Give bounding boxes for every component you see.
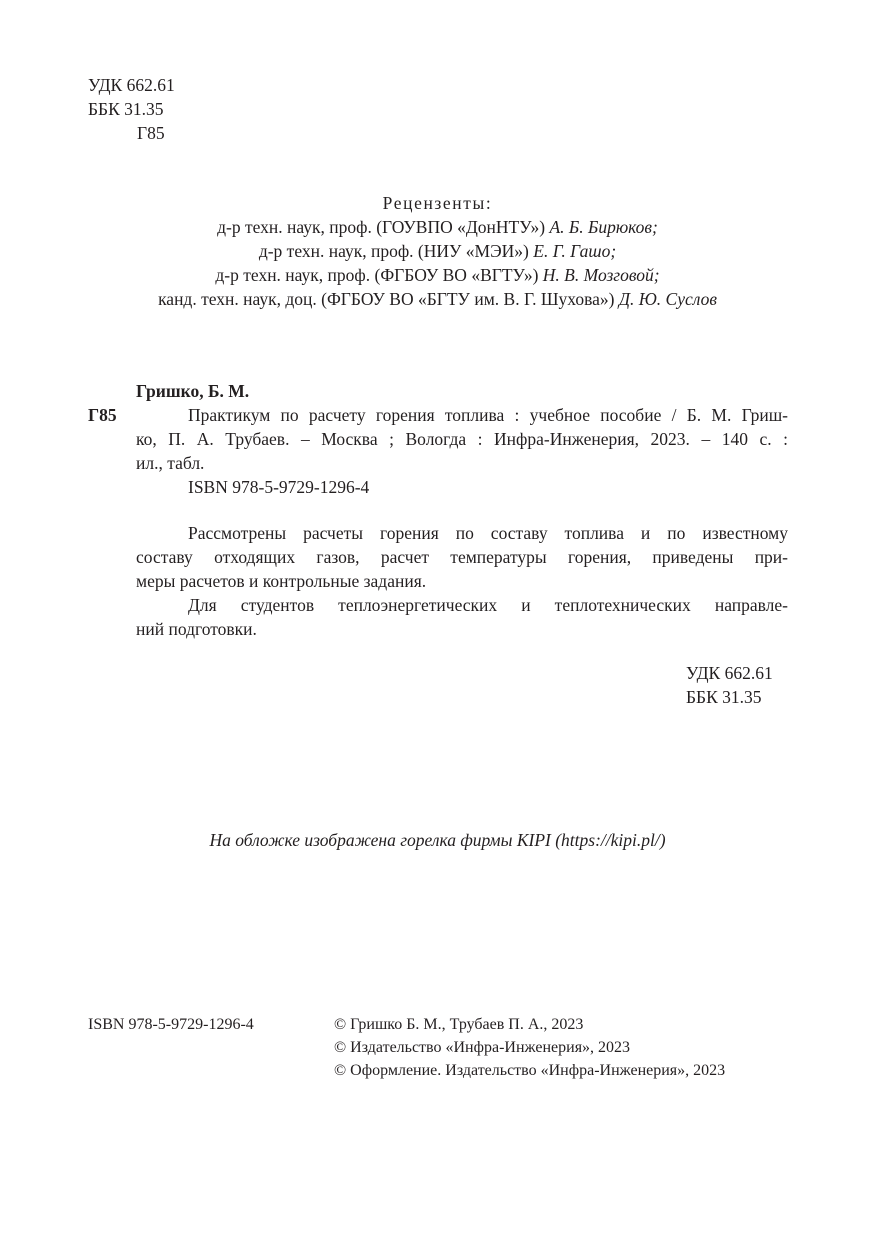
imprint-isbn: ISBN 978-5-9729-1296-4 (88, 1016, 254, 1033)
udk-code: УДК 662.61 (88, 75, 175, 95)
reviewer-line (100, 239, 775, 263)
annotation (136, 521, 788, 641)
reviewer-position: канд. техн. наук, доц. (ФГБОУ ВО «БГТУ им. В. Г. Шухова») (158, 289, 615, 309)
reviewer-position: д-р техн. наук, проф. (ФГБОУ ВО «ВГТУ») (215, 265, 539, 285)
reviewer-line (100, 215, 775, 239)
reviewers-block (100, 191, 775, 311)
reviewers-title: Рецензенты: (382, 193, 493, 213)
biblio-line: ил., табл. (136, 453, 205, 473)
udk-code-bottom: УДК 662.61 (686, 663, 773, 683)
bbk-code: ББК 31.35 (88, 99, 164, 119)
annotation-line: Для студентов теплоэнергетических и теплотехнических направле- (188, 595, 788, 615)
reviewer-name: Д. Ю. Суслов (618, 289, 717, 309)
biblio-line: Практикум по расчету горения топлива : учебное пособие / Б. М. Гриш- (188, 405, 788, 425)
reviewer-position: д-р техн. наук, проф. (ГОУВПО «ДонНТУ») (217, 217, 546, 237)
reviewer-name: А. Б. Бирюков; (549, 217, 658, 237)
copyright-line: © Гришко Б. М., Трубаев П. А., 2023 (334, 1016, 584, 1033)
annotation-line: составу отходящих газов, расчет температуры горения, приведены при- (136, 547, 788, 567)
bbk-code-bottom: ББК 31.35 (686, 687, 762, 707)
cutter-sign: Г85 (88, 405, 117, 425)
copyright-line: © Издательство «Инфра-Инженерия», 2023 (334, 1039, 631, 1056)
copyright-block (334, 1013, 725, 1082)
annotation-line: меры расчетов и контрольные задания. (136, 571, 427, 591)
reviewer-name: Н. В. Мозговой; (542, 265, 660, 285)
reviewer-position: д-р техн. наук, проф. (НИУ «МЭИ») (258, 241, 529, 261)
bibliographic-description (136, 403, 788, 499)
copyright-line: © Оформление. Издательство «Инфра-Инженерия», 2023 (334, 1062, 726, 1079)
classification-block (88, 73, 175, 145)
author-sign: Г85 (137, 123, 165, 143)
author-heading: Гришко, Б. М. (136, 381, 250, 401)
reviewer-name: Е. Г. Гашо; (533, 241, 617, 261)
cover-note: На обложке изображена горелка фирмы KIPI (https://kipi.pl/) (209, 830, 666, 850)
biblio-line: ко, П. А. Трубаев. – Москва ; Вологда : Инфра-Инженерия, 2023. – 140 с. : (136, 429, 788, 449)
reviewer-line (100, 287, 775, 311)
annotation-line: Рассмотрены расчеты горения по составу топлива и по известному (188, 523, 788, 543)
reviewer-line (100, 263, 775, 287)
annotation-line: ний подготовки. (136, 619, 257, 639)
classification-bottom (686, 661, 773, 709)
biblio-isbn: ISBN 978-5-9729-1296-4 (188, 477, 370, 497)
